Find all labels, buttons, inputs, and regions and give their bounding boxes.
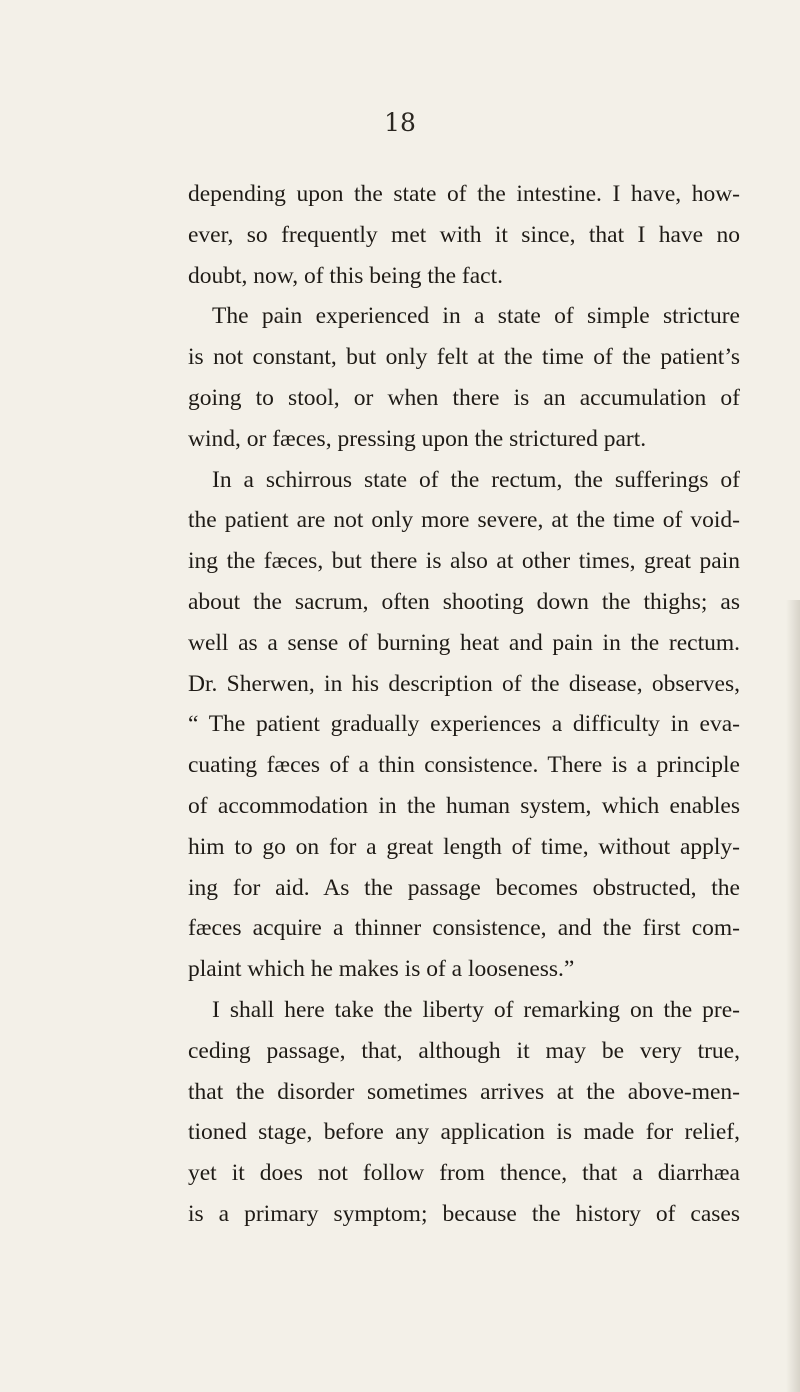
text-line: ing the fæces, but there is also at other times, great pain	[188, 548, 740, 575]
text-line: yet it does not follow from thence, that a diarrhæa	[188, 1160, 740, 1187]
text-line: plaint which he makes is of a looseness.”	[188, 956, 575, 983]
page-edge-shadow	[786, 600, 800, 1392]
text-line: going to stool, or when there is an accumulation of	[188, 384, 740, 411]
text-line: I shall here take the liberty of remarking on the pre-	[212, 996, 740, 1023]
text-line: ing for aid. As the passage becomes obstructed, the	[188, 874, 740, 901]
body-text	[188, 174, 740, 1235]
text-line: him to go on for a great length of time, without apply-	[188, 833, 740, 860]
text-line: about the sacrum, often shooting down the thighs; as	[188, 588, 740, 615]
text-line: of accommodation in the human system, which enables	[188, 792, 740, 819]
text-line: “ The patient gradually experiences a difficulty in eva-	[188, 711, 740, 738]
text-line: is not constant, but only felt at the time of the patient’s	[188, 344, 740, 371]
text-line: wind, or fæces, pressing upon the strictured part.	[188, 425, 647, 452]
text-line: In a schirrous state of the rectum, the sufferings of	[212, 466, 740, 493]
page-number: 18	[384, 108, 416, 137]
text-line: is a primary symptom; because the history of cases	[188, 1200, 740, 1227]
text-line: cuating fæces of a thin consistence. There is a principle	[188, 752, 740, 779]
text-line: the patient are not only more severe, at the time of void-	[188, 507, 740, 534]
text-line: ceding passage, that, although it may be very true,	[188, 1037, 740, 1064]
text-line: that the disorder sometimes arrives at the above-men-	[188, 1078, 740, 1105]
text-line: The pain experienced in a state of simple stricture	[212, 303, 740, 330]
text-line: tioned stage, before any application is made for relief,	[188, 1119, 740, 1146]
text-line: well as a sense of burning heat and pain in the rectum.	[188, 629, 740, 656]
text-line: depending upon the state of the intestine. I have, how-	[188, 181, 740, 207]
text-line: Dr. Sherwen, in his description of the disease, observes,	[188, 670, 740, 697]
text-line: doubt, now, of this being the fact.	[188, 262, 504, 289]
text-line: fæces acquire a thinner consistence, and the first com-	[188, 915, 740, 942]
text-line: ever, so frequently met with it since, that I have no	[188, 221, 740, 248]
